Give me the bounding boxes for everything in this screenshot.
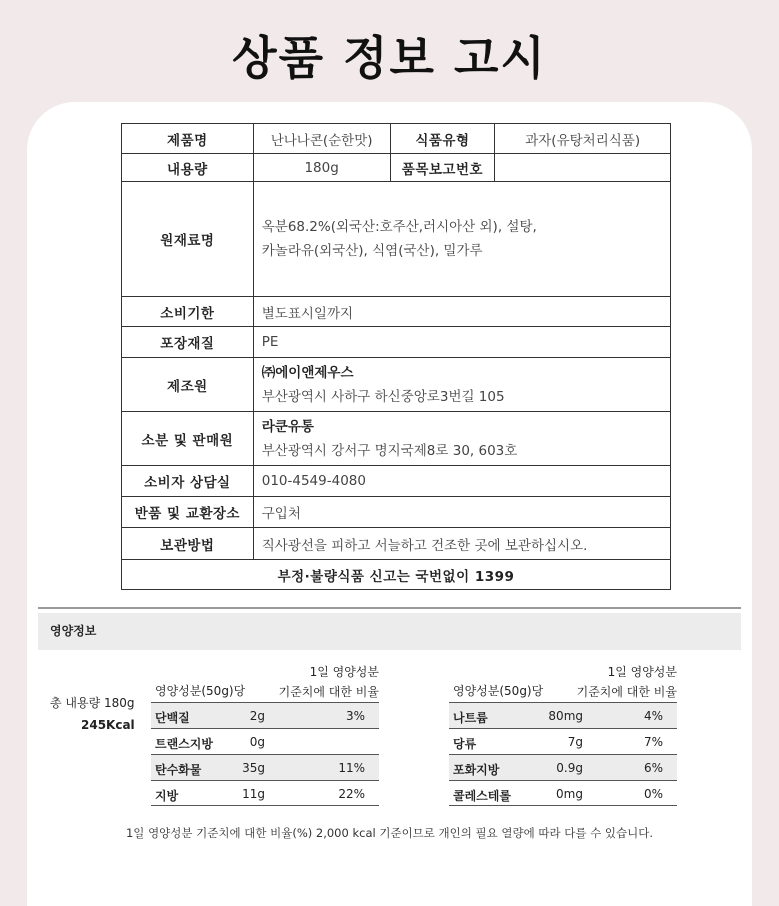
expiry-label: 소비기한	[122, 297, 254, 327]
ingredients-line-1: 옥분68.2%(외국산:호주산,러시아산 외), 설탕,	[261, 219, 537, 235]
table-row	[122, 327, 671, 358]
seller-name: 라쿤유통	[261, 418, 314, 435]
table-row	[122, 497, 671, 528]
col-daily-line2: 기준치에 대한 비율	[576, 685, 677, 699]
nutrient-name: 탄수화물	[155, 763, 202, 777]
content-value: 180g	[253, 154, 390, 182]
nutrient-amount: 0g	[249, 735, 265, 749]
nutrient-percent: 3%	[345, 709, 365, 723]
nutrient-amount: 7g	[567, 735, 583, 749]
col-name-header: 영양성분(50g)당	[453, 684, 544, 698]
seller-address: 부산광역시 강서구 명지국제8로 30, 603호	[261, 442, 518, 459]
food-type-label: 식품유형	[390, 124, 495, 154]
page-title: 상품 정보 고시	[232, 31, 547, 85]
table-row	[449, 754, 677, 780]
col-name-header: 영양성분(50g)당	[155, 684, 246, 698]
manufacturer-value	[253, 358, 670, 412]
nutrient-name: 콜레스테롤	[453, 789, 511, 803]
table-row	[122, 154, 671, 182]
manufacturer-address: 부산광역시 사하구 하신중앙로3번길 105	[261, 388, 505, 405]
consumer-center-value: 010-4549-4080	[253, 466, 670, 497]
nutrient-percent: 7%	[643, 735, 663, 749]
table-row	[122, 412, 671, 466]
table-row	[151, 702, 379, 728]
storage-value: 직사광선을 피하고 서늘하고 건조한 곳에 보관하십시오.	[253, 528, 670, 560]
nutrient-name: 지방	[155, 789, 179, 803]
table-row	[122, 182, 671, 297]
product-name-label: 제품명	[122, 124, 254, 154]
product-name-value: 난나나콘(순한맛)	[253, 124, 390, 154]
product-info-table	[121, 123, 671, 590]
col-daily-line1: 1일 영양성분	[309, 665, 379, 679]
nutrient-amount: 80mg	[548, 709, 583, 723]
table-row	[122, 124, 671, 154]
report-no-value	[495, 154, 671, 182]
nutrient-name: 나트륨	[453, 711, 488, 725]
seller-label: 소분 및 판매원	[122, 412, 254, 466]
table-row	[151, 780, 379, 806]
ingredients-label: 원재료명	[122, 182, 254, 297]
packaging-label: 포장재질	[122, 327, 254, 358]
nutrient-percent: 11%	[338, 761, 365, 775]
ingredients-line-2: 카놀라유(외국산), 식염(국산), 밀가루	[261, 243, 483, 259]
manufacturer-name: ㈜에이앤제우스	[261, 364, 354, 381]
section-divider	[38, 607, 741, 609]
table-row	[449, 780, 677, 806]
return-label: 반품 및 교환장소	[122, 497, 254, 528]
total-kcal: 245Kcal	[81, 718, 135, 732]
nutrition-table-left	[151, 662, 379, 806]
report-no-label: 품목보고번호	[390, 154, 495, 182]
table-row	[151, 728, 379, 754]
report-notice: 부정·불량식품 신고는 국번없이 1399	[122, 560, 671, 590]
table-row	[122, 297, 671, 327]
food-type-value: 과자(유탕처리식품)	[495, 124, 671, 154]
nutrient-name: 단백질	[155, 711, 190, 725]
nutrient-percent: 6%	[643, 761, 663, 775]
col-daily-header	[279, 662, 379, 702]
consumer-center-label: 소비자 상담실	[122, 466, 254, 497]
table-row	[122, 466, 671, 497]
nutrient-amount: 35g	[242, 761, 265, 775]
nutrient-name: 트랜스지방	[155, 737, 213, 751]
total-amount: 총 내용량 180g	[50, 696, 135, 710]
content-label: 내용량	[122, 154, 254, 182]
nutrition-table-header	[449, 662, 677, 702]
nutrition-table-right	[449, 662, 677, 806]
ingredients-value	[253, 182, 670, 297]
col-daily-header	[577, 662, 677, 702]
expiry-value: 별도표시일까지	[253, 297, 670, 327]
nutrient-percent: 22%	[338, 787, 365, 801]
nutrient-name: 당류	[453, 737, 477, 751]
nutrition-table-header	[151, 662, 379, 702]
nutrient-amount: 11g	[242, 787, 265, 801]
table-row	[122, 358, 671, 412]
packaging-value: PE	[253, 327, 670, 358]
table-row	[151, 754, 379, 780]
nutrient-amount: 0.9g	[556, 761, 583, 775]
manufacturer-label: 제조원	[122, 358, 254, 412]
col-daily-line2: 기준치에 대한 비율	[278, 685, 379, 699]
nutrition-footnote: 1일 영양성분 기준치에 대한 비율(%) 2,000 kcal 기준이므로 개인의 필요 열량에 따라 다를 수 있습니다.	[125, 826, 653, 840]
table-row	[449, 728, 677, 754]
storage-label: 보관방법	[122, 528, 254, 560]
seller-value	[253, 412, 670, 466]
nutrition-section-title: 영양정보	[38, 613, 741, 650]
col-daily-line1: 1일 영양성분	[607, 665, 677, 679]
table-row	[122, 528, 671, 560]
nutrient-name: 포화지방	[453, 763, 500, 777]
table-row	[122, 560, 671, 590]
nutrient-amount: 2g	[249, 709, 265, 723]
nutrient-percent: 0%	[643, 787, 663, 801]
return-value: 구입처	[253, 497, 670, 528]
nutrient-percent: 4%	[643, 709, 663, 723]
table-row	[449, 702, 677, 728]
nutrient-amount: 0mg	[556, 787, 583, 801]
